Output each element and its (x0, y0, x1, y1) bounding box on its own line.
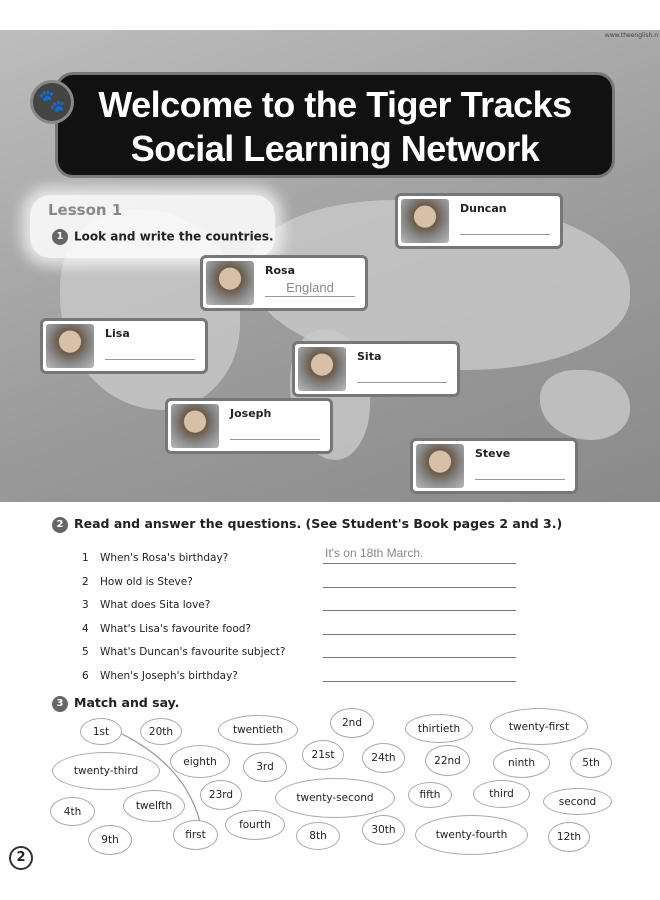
word-bubble[interactable]: 8th (296, 822, 340, 850)
page-number: 2 (9, 846, 33, 870)
word-bubble[interactable]: twenty-fourth (415, 815, 528, 855)
word-bubble[interactable]: first (173, 820, 218, 850)
card-name: Rosa (265, 264, 295, 277)
word-bubble[interactable]: twenty-second (275, 778, 395, 818)
card-name: Joseph (230, 407, 272, 420)
question-text: When's Rosa's birthday? (100, 552, 229, 564)
question-number: 4 (82, 622, 89, 635)
word-bubble[interactable]: 21st (302, 740, 344, 770)
word-bubble[interactable]: twenty-first (490, 708, 588, 745)
word-bubble[interactable]: 9th (88, 825, 132, 855)
word-bubble[interactable]: 12th (548, 822, 590, 852)
card-name: Sita (357, 350, 382, 363)
website-url: www.theenglish.n (604, 32, 658, 39)
answer-field[interactable]: It's on 18th March. (323, 546, 516, 564)
word-bubble[interactable]: second (543, 788, 612, 815)
question-text: What does Sita love? (100, 599, 211, 611)
word-bubble[interactable]: 20th (140, 718, 182, 745)
question-number: 5 (82, 646, 89, 658)
question-number: 6 (82, 669, 89, 682)
paw-icon: 🐾 (30, 80, 74, 124)
card-name: Lisa (105, 327, 130, 340)
word-bubble[interactable]: 24th (362, 743, 405, 773)
question-number: 1 (82, 552, 89, 564)
word-bubble[interactable]: twentieth (218, 715, 298, 745)
word-bubble[interactable]: twelfth (123, 790, 185, 822)
word-bubble[interactable]: thirtieth (405, 714, 473, 743)
exercise-number: 3 (52, 696, 68, 712)
word-bubble[interactable]: 4th (50, 797, 95, 826)
lesson-title: Lesson 1 (48, 201, 123, 219)
instruction-text: Read and answer the questions. (See Student's Book pages 2 and 3.) (74, 516, 563, 531)
word-bubble[interactable]: 1st (80, 718, 122, 745)
title-line-1: Welcome to the Tiger Tracks (98, 84, 572, 125)
word-bubble[interactable]: twenty-third (52, 752, 160, 790)
card-name: Duncan (460, 202, 507, 215)
question-text: When's Joseph's birthday? (100, 669, 238, 682)
word-bubble[interactable]: 22nd (425, 745, 470, 776)
word-bubble[interactable]: fourth (225, 810, 285, 840)
word-bubble[interactable]: fifth (408, 782, 452, 808)
instruction-text: Match and say. (74, 695, 180, 710)
word-bubble[interactable]: 30th (362, 815, 405, 845)
word-bubble[interactable]: eighth (170, 745, 230, 778)
question-text: What's Duncan's favourite subject? (100, 646, 286, 658)
question-number: 2 (82, 575, 89, 588)
question-text: What's Lisa's favourite food? (100, 622, 252, 635)
exercise-number: 2 (52, 517, 68, 533)
instruction-text: Look and write the countries. (74, 229, 274, 244)
title-line-2: Social Learning Network (130, 128, 540, 169)
word-bubble[interactable]: 23rd (200, 780, 242, 810)
question-text: How old is Steve? (100, 575, 193, 588)
word-bubble[interactable]: 5th (570, 748, 612, 778)
word-bubble[interactable]: 3rd (243, 752, 287, 782)
card-name: Steve (475, 447, 511, 460)
word-bubble[interactable]: third (473, 780, 530, 808)
country-answer[interactable]: England (286, 280, 334, 295)
question-number: 3 (82, 599, 89, 611)
word-bubble[interactable]: 2nd (330, 708, 374, 738)
word-bubble[interactable]: ninth (493, 748, 550, 778)
exercise-number: 1 (52, 229, 68, 245)
